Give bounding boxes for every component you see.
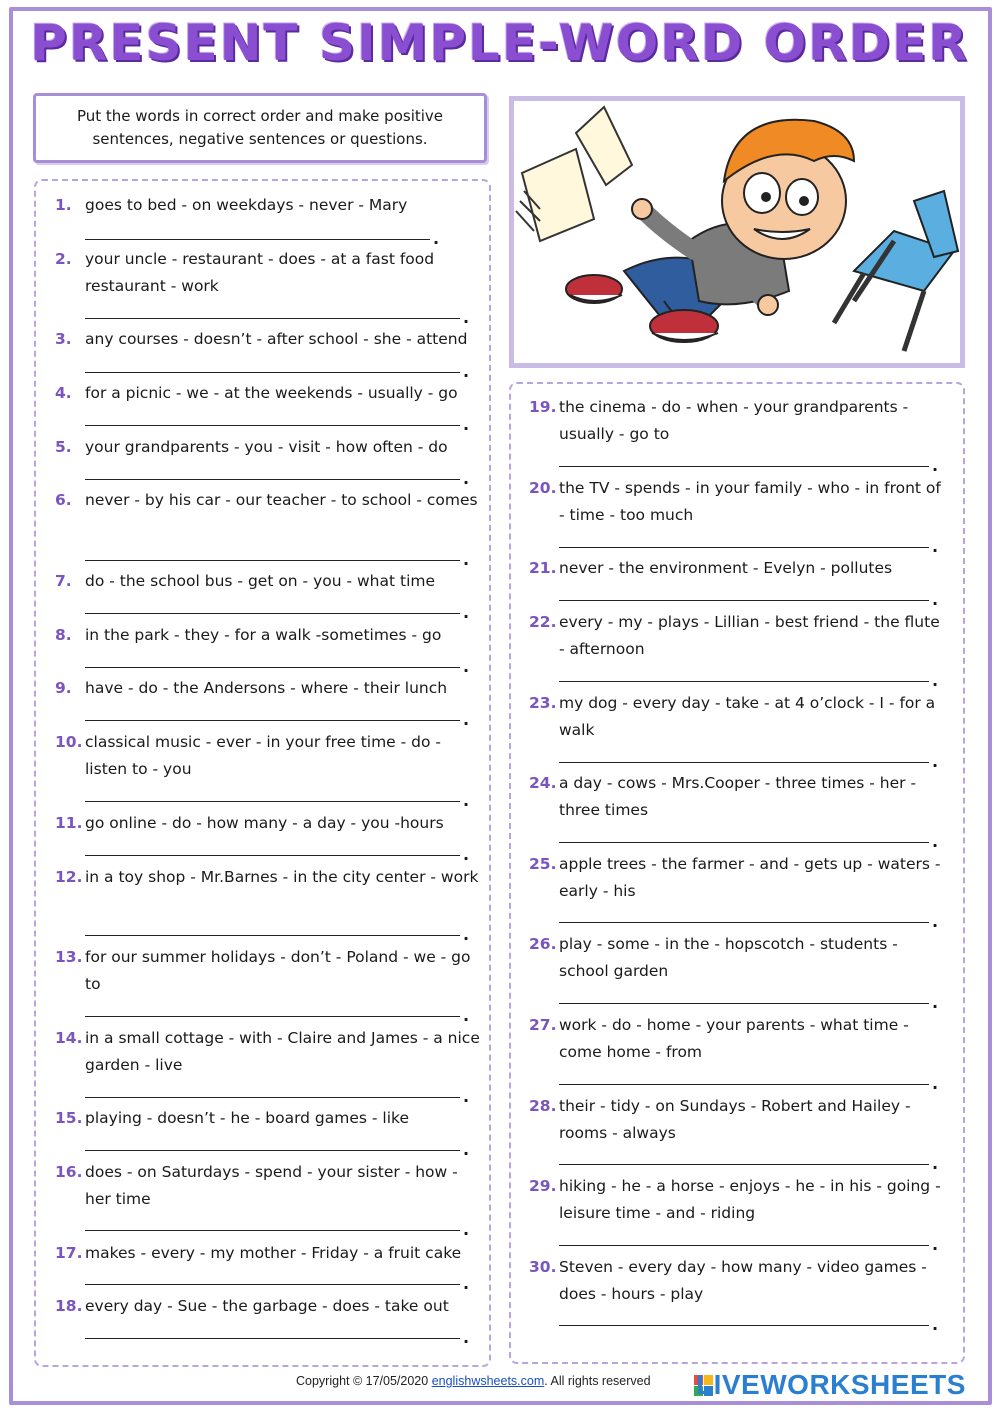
answer-period: . bbox=[932, 1315, 939, 1334]
item-number: 3. bbox=[55, 330, 72, 348]
item-words: in a toy shop - Mr.Barnes - in the city center - work bbox=[85, 868, 479, 886]
answer-period: . bbox=[463, 1006, 470, 1025]
item-number: 11. bbox=[55, 814, 83, 832]
answer-line[interactable] bbox=[559, 1164, 929, 1165]
item-number: 16. bbox=[55, 1163, 83, 1181]
site-link[interactable]: englishwsheets.com bbox=[431, 1374, 545, 1388]
answer-line[interactable] bbox=[85, 1016, 460, 1017]
item-words: every day - Sue - the garbage - does - take out bbox=[85, 1297, 449, 1315]
item-number: 4. bbox=[55, 384, 72, 402]
answer-line[interactable] bbox=[559, 842, 929, 843]
answer-line[interactable] bbox=[85, 1338, 460, 1339]
answer-line[interactable] bbox=[559, 1245, 929, 1246]
answer-line[interactable] bbox=[85, 560, 460, 561]
item-number: 9. bbox=[55, 679, 72, 697]
answer-period: . bbox=[932, 671, 939, 690]
item-words: the cinema - do - when - your grandparents - usually - go to bbox=[559, 398, 909, 443]
answer-period: . bbox=[932, 1074, 939, 1093]
answer-line[interactable] bbox=[559, 762, 929, 763]
item-number: 13. bbox=[55, 948, 83, 966]
item-words: your uncle - restaurant - does - at a fast food restaurant - work bbox=[85, 250, 435, 295]
item-words: classical music - ever - in your free time - do - listen to - you bbox=[85, 733, 442, 778]
answer-period: . bbox=[932, 993, 939, 1012]
item-words: apple trees - the farmer - and - gets up - waters - early - his bbox=[559, 855, 941, 900]
answer-line[interactable] bbox=[559, 681, 929, 682]
item-number: 5. bbox=[55, 438, 72, 456]
answer-line[interactable] bbox=[559, 1325, 929, 1326]
item-number: 29. bbox=[529, 1177, 557, 1195]
item-words: for a picnic - we - at the weekends - usually - go bbox=[85, 384, 458, 402]
item-words: never - by his car - our teacher - to school - comes bbox=[85, 491, 478, 509]
answer-line[interactable] bbox=[85, 479, 460, 480]
answer-line[interactable] bbox=[85, 1150, 460, 1151]
item-number: 1. bbox=[55, 196, 72, 214]
answer-period: . bbox=[463, 925, 470, 944]
item-number: 6. bbox=[55, 491, 72, 509]
answer-period: . bbox=[932, 1235, 939, 1254]
item-words: do - the school bus - get on - you - what time bbox=[85, 572, 436, 590]
answer-period: . bbox=[463, 1328, 470, 1347]
answer-line[interactable] bbox=[85, 1230, 460, 1231]
answer-line[interactable] bbox=[559, 1084, 929, 1085]
item-words: in a small cottage - with - Claire and James - a nice garden - live bbox=[85, 1029, 480, 1074]
copyright-text bbox=[296, 1374, 651, 1388]
item-number: 24. bbox=[529, 774, 557, 792]
answer-period: . bbox=[463, 603, 470, 622]
answer-period: . bbox=[463, 845, 470, 864]
item-number: 21. bbox=[529, 559, 557, 577]
item-words: every - my - plays - Lillian - best friend - the flute - afternoon bbox=[559, 613, 940, 658]
item-number: 22. bbox=[529, 613, 557, 631]
item-number: 8. bbox=[55, 626, 72, 644]
answer-period: . bbox=[463, 657, 470, 676]
item-words: hiking - he - a horse - enjoys - he - in his - going - leisure time - and - riding bbox=[559, 1177, 941, 1222]
item-words: have - do - the Andersons - where - their lunch bbox=[85, 679, 448, 697]
answer-line[interactable] bbox=[85, 613, 460, 614]
item-words: your grandparents - you - visit - how often - do bbox=[85, 438, 448, 456]
answer-period: . bbox=[463, 308, 470, 327]
answer-period: . bbox=[932, 752, 939, 771]
answer-period: . bbox=[463, 1220, 470, 1239]
item-words: work - do - home - your parents - what time - come home - from bbox=[559, 1016, 909, 1061]
item-number: 12. bbox=[55, 868, 83, 886]
answer-period: . bbox=[932, 1154, 939, 1173]
item-number: 27. bbox=[529, 1016, 557, 1034]
item-words: does - on Saturdays - spend - your sister - how - her time bbox=[85, 1163, 458, 1208]
answer-line[interactable] bbox=[85, 935, 460, 936]
answer-period: . bbox=[463, 1087, 470, 1106]
item-number: 17. bbox=[55, 1244, 83, 1262]
answer-period: . bbox=[463, 550, 470, 569]
instructions-text: Put the words in correct order and make positive sentences, negative sentences or questions. bbox=[76, 107, 444, 148]
answer-period: . bbox=[433, 229, 440, 248]
answer-line[interactable] bbox=[85, 239, 430, 240]
answer-line[interactable] bbox=[85, 1284, 460, 1285]
item-words: any courses - doesn’t - after school - she - attend bbox=[85, 330, 468, 348]
answer-period: . bbox=[463, 1274, 470, 1293]
liveworksheets-brand: LIVEWORKSHEETS bbox=[696, 1369, 966, 1400]
page-title: PRESENT SIMPLE-WORD ORDER bbox=[30, 14, 969, 72]
item-number: 19. bbox=[529, 398, 557, 416]
item-words: goes to bed - on weekdays - never - Mary bbox=[85, 196, 408, 214]
answer-line[interactable] bbox=[559, 547, 929, 548]
answer-period: . bbox=[932, 537, 939, 556]
answer-line[interactable] bbox=[559, 1003, 929, 1004]
item-words: makes - every - my mother - Friday - a fruit cake bbox=[85, 1244, 462, 1262]
item-number: 25. bbox=[529, 855, 557, 873]
answer-period: . bbox=[932, 590, 939, 609]
answer-line[interactable] bbox=[85, 372, 460, 373]
item-words: play - some - in the - hopscotch - students - school garden bbox=[559, 935, 898, 980]
answer-line[interactable] bbox=[85, 1097, 460, 1098]
item-number: 10. bbox=[55, 733, 83, 751]
item-words: a day - cows - Mrs.Cooper - three times - her - three times bbox=[559, 774, 917, 819]
answer-period: . bbox=[463, 415, 470, 434]
answer-line[interactable] bbox=[85, 801, 460, 802]
item-number: 15. bbox=[55, 1109, 83, 1127]
answer-line[interactable] bbox=[85, 318, 460, 319]
item-words: go online - do - how many - a day - you -hours bbox=[85, 814, 444, 832]
answer-period: . bbox=[932, 832, 939, 851]
item-number: 26. bbox=[529, 935, 557, 953]
answer-period: . bbox=[463, 362, 470, 381]
answer-period: . bbox=[932, 912, 939, 931]
footer bbox=[0, 1369, 999, 1402]
item-number: 23. bbox=[529, 694, 557, 712]
answer-line[interactable] bbox=[85, 720, 460, 721]
answer-line[interactable] bbox=[85, 667, 460, 668]
item-words: their - tidy - on Sundays - Robert and Hailey - rooms - always bbox=[559, 1097, 911, 1142]
answer-period: . bbox=[463, 1140, 470, 1159]
answer-period: . bbox=[463, 469, 470, 488]
item-number: 7. bbox=[55, 572, 72, 590]
item-words: in the park - they - for a walk -sometimes - go bbox=[85, 626, 442, 644]
item-number: 2. bbox=[55, 250, 72, 268]
item-number: 18. bbox=[55, 1297, 83, 1315]
item-number: 14. bbox=[55, 1029, 83, 1047]
answer-period: . bbox=[463, 791, 470, 810]
boy-falling-illustration bbox=[514, 101, 960, 363]
item-words: for our summer holidays - don’t - Poland - we - go to bbox=[85, 948, 471, 993]
item-number: 30. bbox=[529, 1258, 557, 1276]
item-words: never - the environment - Evelyn - pollutes bbox=[559, 559, 893, 577]
copyright-prefix: Copyright © 17/05/2020 bbox=[296, 1374, 429, 1388]
answer-line[interactable] bbox=[85, 425, 460, 426]
copyright-suffix: . All rights reserved bbox=[544, 1374, 651, 1388]
item-number: 28. bbox=[529, 1097, 557, 1115]
answer-period: . bbox=[463, 710, 470, 729]
item-number: 20. bbox=[529, 479, 557, 497]
answer-line[interactable] bbox=[559, 466, 929, 467]
item-words: playing - doesn’t - he - board games - like bbox=[85, 1109, 410, 1127]
answer-line[interactable] bbox=[559, 600, 929, 601]
answer-line[interactable] bbox=[559, 922, 929, 923]
item-words: Steven - every day - how many - video games - does - hours - play bbox=[559, 1258, 927, 1303]
answer-period: . bbox=[932, 456, 939, 475]
item-words: my dog - every day - take - at 4 o’clock - I - for a walk bbox=[559, 694, 936, 739]
illustration bbox=[509, 96, 965, 368]
instructions-box bbox=[33, 93, 487, 163]
answer-line[interactable] bbox=[85, 855, 460, 856]
item-words: the TV - spends - in your family - who - in front of - time - too much bbox=[559, 479, 941, 524]
